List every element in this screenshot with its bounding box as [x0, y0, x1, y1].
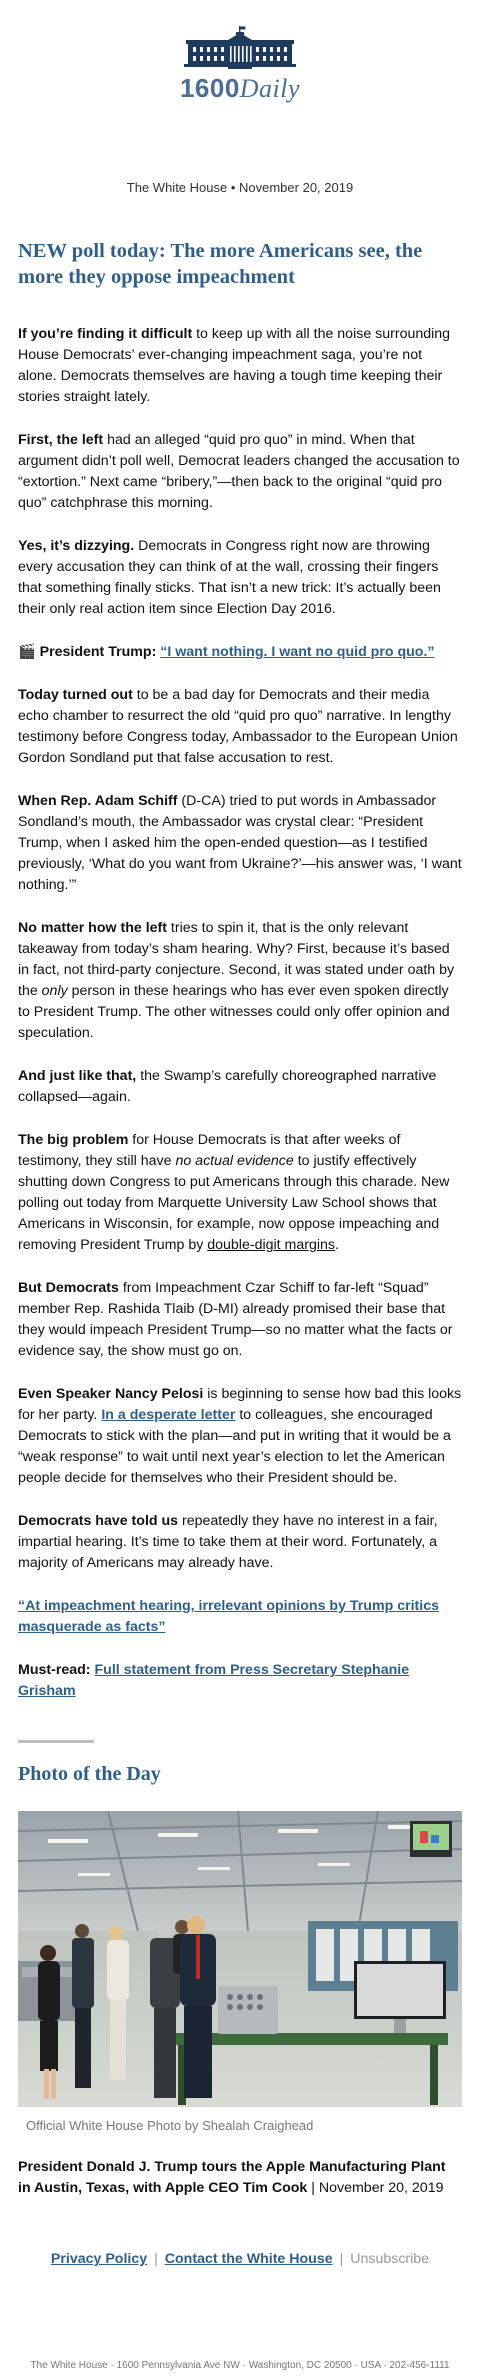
logo-wordmark: [180, 73, 300, 104]
lead-in: And just like that,: [18, 1068, 137, 1084]
paragraph-1: If you’re finding it difficult to keep up with all the noise surrounding House Democrats’ ever-changing impeachment saga, you’re not alone. Democrats themselves are having a tough time keeping their stories straight lately.: [18, 326, 451, 405]
article-link-paragraph: [18, 1596, 462, 1638]
paragraph-11: Even Speaker Nancy Pelosi is beginning to sense how bad this looks for her party. In a desperate letter to colleagues, she encouraged Democrats to stick with the plan—and put in writing that it would be a “weak response” to wait until next year’s election to let the American people decide for themselves who their President should be.: [18, 1386, 462, 1486]
paragraph-9: The big problem for House Democrats is that after weeks of testimony, they still have no actual evidence to justify effectively shutting down Congress to put Americans through this charade. New polling out today from Marquette University Law School shows that Americans in Wisconsin, for example, now oppose impeaching and removing President Trump by double-digit margins.: [18, 1132, 450, 1253]
unsubscribe-link[interactable]: Unsubscribe: [350, 2251, 430, 2267]
trump-quote-link[interactable]: “I want nothing. I want no quid pro quo.”: [160, 644, 435, 660]
paragraph-4-quote: [18, 642, 462, 663]
logo-word: Daily: [239, 74, 301, 103]
lead-in: The big problem: [18, 1132, 129, 1148]
photo-section-title: Photo of the Day: [18, 1763, 161, 1785]
lead-in: But Democrats: [18, 1280, 119, 1296]
privacy-policy-link[interactable]: Privacy Policy: [50, 2251, 148, 2267]
contact-link[interactable]: Contact the White House: [164, 2251, 333, 2267]
lead-in: First, the left: [18, 432, 104, 448]
pelosi-letter-link[interactable]: In a desperate letter: [101, 1407, 236, 1423]
paragraph-10: But Democrats from Impeachment Czar Schiff to far-left “Squad” member Rep. Rashida Tlaib (D-MI) already promised their base that they would impeach President Trump—so no matter what the facts or evidence say, the show must go on.: [18, 1280, 453, 1359]
paragraph-8: And just like that, the Swamp’s carefully choreographed narrative collapsed—again.: [18, 1068, 437, 1105]
footer-separator: |: [154, 2251, 158, 2267]
section-divider: [18, 1740, 94, 1743]
paragraph-7: No matter how the left tries to spin it, that is the only relevant takeaway from today’s sham hearing. Why? First, because it’s based in fact, not third-party conjecture. Second, it was stated under oath by the only person in these hearings who has ever even spoken directly to President Trump. The other witnesses could only offer opinion and speculation.: [18, 920, 455, 1041]
footer-links: [18, 2249, 462, 2269]
must-read-paragraph: [18, 1660, 462, 1702]
poll-link[interactable]: double-digit margins: [207, 1237, 336, 1253]
factory-photo-illustration: [18, 1811, 462, 2107]
lead-in: Today turned out: [18, 687, 133, 703]
footer-separator: |: [339, 2251, 344, 2267]
logo-number: 1600: [179, 73, 240, 103]
paragraph-5: Today turned out to be a bad day for Democrats and their media echo chamber to resurrect the old “quid pro quo” narrative. In lengthy testimony before Congress today, Ambassador to the European Union Gordon Sondland put that false accusation to rest.: [18, 687, 458, 766]
must-read-label: Must-read:: [18, 1662, 91, 1678]
paragraph-3: Yes, it’s dizzying. Democrats in Congress right now are throwing every accusation they can think of at the wall, crossing their fingers that something finally sticks. That isn’t a new trick: It’s actually been their only real action item since Election Day 2016.: [18, 538, 441, 617]
footer-address: The White House · 1600 Pennsylvania Ave NW · Washington, DC 20500 · USA · 202-456-1111: [30, 2360, 450, 2371]
lead-in: When Rep. Adam Schiff: [18, 793, 178, 809]
white-house-icon: [184, 26, 296, 70]
lead-in: If you’re finding it difficult: [18, 326, 193, 342]
paragraph-12: Democrats have told us repeatedly they have no interest in a fair, impartial hearing. It’s time to take them at their word. Fortunately, a majority of Americans may already have.: [18, 1513, 438, 1571]
header-logo[interactable]: [18, 0, 462, 130]
article-link[interactable]: “At impeachment hearing, irrelevant opinions by Trump critics masquerade as facts”: [18, 1598, 439, 1635]
lead-in: Even Speaker Nancy Pelosi: [18, 1386, 204, 1402]
headline: NEW poll today: The more Americans see, the more they oppose impeachment: [18, 240, 423, 288]
paragraph-6: When Rep. Adam Schiff (D-CA) tried to put words in Ambassador Sondland’s mouth, the Ambassador was crystal clear: “President Trump, when I asked him the open-ended question—as I testified previously, ‘What do you want from Ukraine?’—his answer was, ‘I want nothing.’”: [18, 793, 462, 893]
video-clapper-icon: 🎬: [18, 644, 36, 660]
lead-in: Democrats have told us: [18, 1513, 179, 1529]
photo-description: President Donald J. Trump tours the Apple Manufacturing Plant in Austin, Texas, with Apple CEO Tim Cook | November 20, 2019: [18, 2159, 446, 2196]
lead-in: President Trump:: [39, 644, 157, 660]
photo-caption: Official White House Photo by Shealah Craighead: [26, 2118, 314, 2133]
lead-in: Yes, it’s dizzying.: [18, 538, 135, 554]
grisham-statement-link[interactable]: Full statement from Press Secretary Stephanie Grisham: [18, 1662, 410, 1699]
photo-of-the-day[interactable]: [18, 1811, 462, 2107]
dateline: The White House • November 20, 2019: [126, 180, 354, 195]
paragraph-2: First, the left had an alleged “quid pro quo” in mind. When that argument didn’t poll well, Democrat leaders changed the accusation to “extortion.” Next came “bribery,”—then back to the original “quid pro quo” catchphrase this morning.: [18, 432, 460, 511]
lead-in: No matter how the left: [18, 920, 167, 936]
